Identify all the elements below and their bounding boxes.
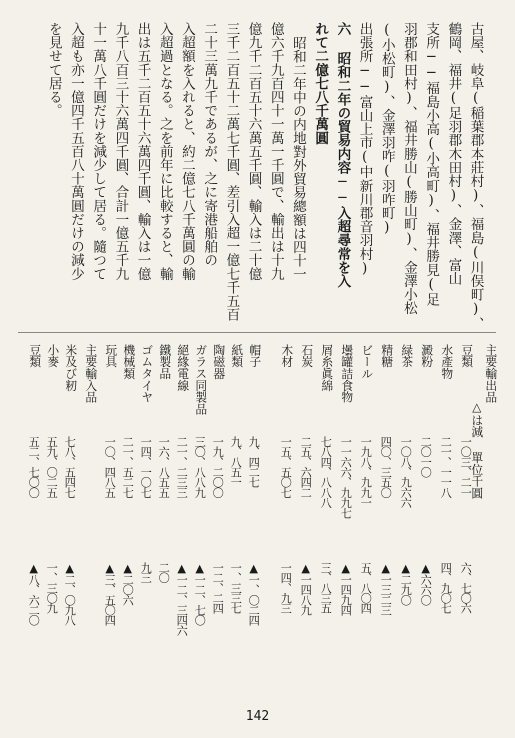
row-diff: 六、七〇六 [459,562,473,613]
row-value: 二〇一〇 [419,436,433,477]
row-diff: ▲一二、七〇 [193,562,207,625]
table-header: 主要輸出品 [483,344,498,403]
row-diff: ▲二、〇九八 [63,562,77,625]
row-diff: ▲一、〇二四 [247,562,261,625]
text-column: を見せて居る。 [45,22,62,118]
row-item: 米及び籾 [63,344,78,392]
row-value: 九、四二七 [247,436,261,487]
row-diff: ▲一二、三四六 [175,562,189,636]
row-diff: ▲一四九四 [339,562,353,615]
row-value: 七八、五四七 [63,436,77,498]
row-value: 五二、七〇〇 [27,436,41,498]
row-item: 陶磁器 [211,344,226,380]
row-value: 一〇八、九六六 [399,436,413,508]
text-column: 二十三萬九千であるが、之に寄港船舶の [201,22,218,267]
row-item: 玩具 [103,344,118,368]
text-column: 入超額を入れると、約二億七八千萬圓の輸 [178,22,195,281]
row-item: 豆類 [459,344,474,368]
row-value: 七八四、八八八 [319,436,333,508]
row-diff: ▲一三二三 [379,562,393,615]
text-column: 三千二百五十二萬七千圓、差引入超一億七千五百 [223,22,240,322]
row-value: 一九八、九九一 [359,436,373,508]
unit-note: △は減 單位千圓 [469,400,484,499]
row-diff: ▲二〇六 [121,562,135,605]
row-value: 二一、五二七 [121,436,135,498]
row-diff: ▲一四八九 [299,562,313,615]
row-item: ゴムタイヤ [139,344,154,403]
row-item: ビール [359,344,374,380]
row-item: 帽子 [247,344,262,368]
page-number: 142 [245,709,270,724]
row-diff: ▲三、五〇四 [103,562,117,625]
row-item: 紙類 [229,344,244,368]
row-value: 一一六六、九九七 [339,436,353,518]
text-column: 億六千九百四十一萬一千圓で、輸出は十九 [267,22,284,281]
row-item: 小麥 [45,344,60,368]
row-diff: 四、九〇七 [439,562,453,613]
row-value: 一六、八五五 [157,436,171,498]
row-diff: 一二、二四 [211,562,225,613]
text-column: 出張所──富山上市(中新川郡音羽村) [356,22,373,277]
row-item: 石炭 [299,344,314,368]
text-column: 億九千二百五十六萬五千圓、輸入は二十億 [245,22,262,281]
row-value: 三〇、八八九 [193,436,207,498]
row-item: 絕緣電線 [175,344,190,392]
row-value: 九、八五一 [229,436,243,487]
text-column: 出は五千二百五十六萬四千圓、輸入は一億 [134,22,151,281]
text-column: 昭和二年中の内地對外貿易總額は四十一 [289,36,306,281]
text-column: 支所──福島小高(小高町)、福井勝見(足 [423,22,440,306]
row-value: 一九、二〇〇 [211,436,225,498]
row-value: 五九、〇二五 [45,436,59,498]
text-column: 入超過となる。之を前年に比較すると、輸 [156,22,173,281]
row-diff: ▲八、六二〇 [27,562,41,625]
text-column: 十一萬八千圓だけを減少して居る。隨つて [90,22,107,281]
row-item: 木材 [279,344,294,368]
text-column: 羽郡和田村)、福井勝山(勝山町)、金澤小松 [400,22,417,315]
row-item: 澱粉 [419,344,434,368]
row-value: 一四、一〇七 [139,436,153,498]
row-value: 二一、二三三 [175,436,189,498]
section-divider [18,332,496,333]
text-column: れて二億七八千萬圓 [312,22,329,145]
text-column: 九千八百三十六萬四千圓、合計一億五千九 [112,22,129,281]
row-item: 機械類 [121,344,136,380]
row-value: 一〇三、二一 [459,436,473,498]
row-value: 四〇、三五〇 [379,436,393,498]
row-diff: 一、三〇九 [45,562,59,613]
row-item: 壜罐詰食物 [339,344,354,403]
row-item: 鐵製品 [157,344,172,380]
text-column: (小松町)、金澤羽咋(羽咋町) [378,22,395,236]
row-item: ガラス同製品 [193,344,208,415]
text-column: 六 昭和二年の貿易内容──入超尋常を入 [334,22,351,288]
row-item: 豆類 [27,344,42,368]
row-value: 二五、六四二 [299,436,313,498]
row-diff: 五、八〇四 [359,562,373,613]
text-column: 入超も亦一億四千五百八十萬圓だけの減少 [67,22,84,281]
row-diff: 三、八三五 [319,562,333,613]
text-column: 鶴岡、福井(足羽郡木田村)、金澤、富山 [445,22,462,286]
row-diff: 九三 [139,562,153,583]
row-diff: 二〇 [157,562,171,583]
row-diff: ▲二九〇 [399,562,413,605]
table-header: 主要輸入品 [83,344,98,403]
row-value: 二一、一一八 [439,436,453,498]
row-item: 水產物 [439,344,454,380]
text-column: 古屋、岐阜(稲葉郡本莊村)、福島(川俣町)、 [467,22,484,331]
row-item: 緑茶 [399,344,414,368]
row-value: 一五、五〇七 [279,436,293,498]
row-item: 精糖 [379,344,394,368]
row-item: 屑糸眞綿 [319,344,334,392]
row-value: 一〇、四八五 [103,436,117,498]
row-diff: ▲六六〇 [419,562,433,605]
row-diff: 一四、九三 [279,562,293,613]
row-diff: 一、三三七 [229,562,243,613]
